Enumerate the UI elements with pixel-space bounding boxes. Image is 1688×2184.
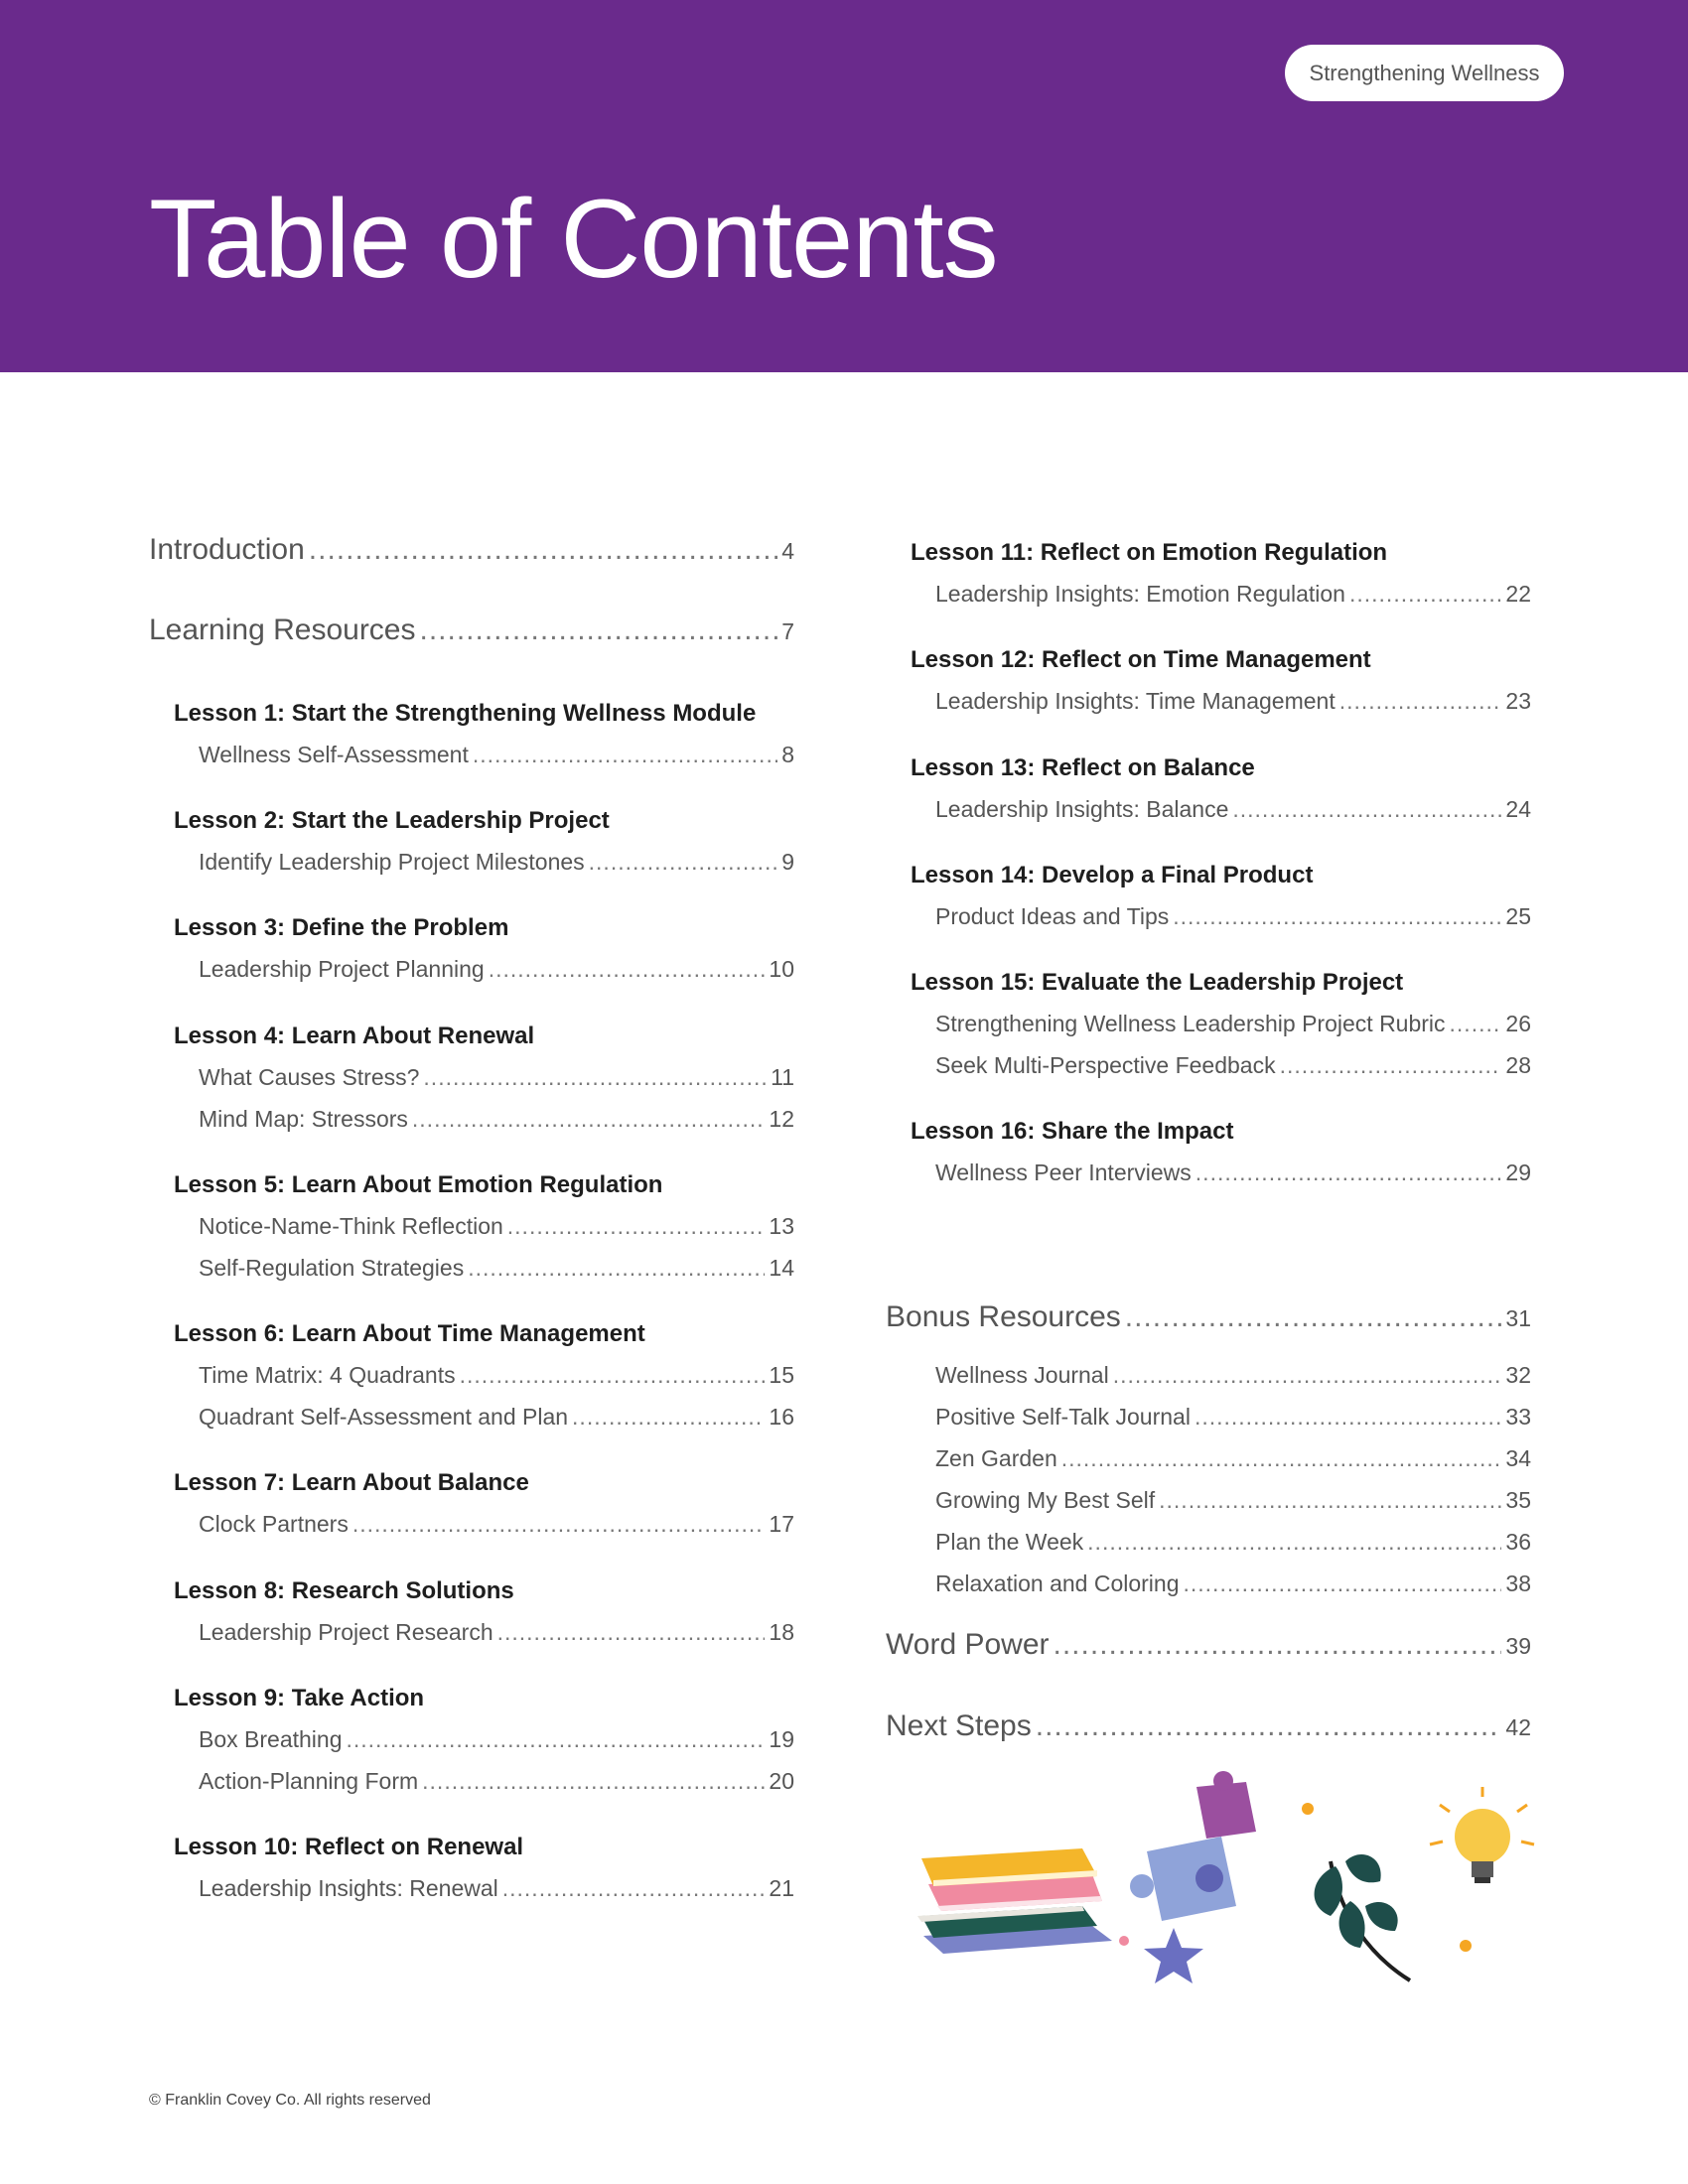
dot-leader [1054, 1628, 1502, 1662]
dot-leader [420, 614, 778, 647]
dot-leader [1339, 688, 1502, 715]
lesson-heading[interactable]: Lesson 7: Learn About Balance [174, 1469, 529, 1496]
lesson-heading[interactable]: Lesson 11: Reflect on Emotion Regulation [911, 539, 1388, 566]
dot-leader [1232, 796, 1501, 823]
toc-label: Introduction [149, 533, 305, 566]
toc-page-number: 24 [1505, 796, 1531, 822]
toc-entry[interactable] [935, 1404, 1531, 1431]
toc-label: Next Steps [886, 1709, 1032, 1742]
toc-entry[interactable] [935, 903, 1531, 930]
lesson-heading[interactable]: Lesson 12: Reflect on Time Management [911, 646, 1371, 673]
dot-leader [1184, 1570, 1502, 1597]
toc-label: Clock Partners [199, 1511, 349, 1537]
toc-page-number: 20 [769, 1768, 794, 1794]
puzzle-piece-icon [1130, 1771, 1256, 1921]
toc-entry[interactable] [199, 1511, 794, 1538]
dot-leader [423, 1064, 767, 1091]
toc-label: Identify Leadership Project Milestones [199, 849, 585, 875]
dot-leader [1125, 1300, 1502, 1334]
dot-leader [589, 849, 778, 876]
toc-page-number: 34 [1505, 1445, 1531, 1471]
toc-page-number: 18 [769, 1619, 794, 1645]
toc-entry[interactable] [199, 956, 794, 983]
dot-leader [412, 1106, 766, 1133]
toc-label: Mind Map: Stressors [199, 1106, 408, 1132]
toc-label: Leadership Insights: Balance [935, 796, 1229, 822]
lesson-heading[interactable]: Lesson 2: Start the Leadership Project [174, 807, 610, 834]
toc-label: Leadership Insights: Emotion Regulation [935, 581, 1345, 607]
toc-label: Leadership Insights: Time Management [935, 688, 1336, 714]
toc-label: Seek Multi-Perspective Feedback [935, 1052, 1276, 1078]
dot-leader [1159, 1487, 1501, 1514]
dot-leader [507, 1213, 766, 1240]
module-badge: Strengthening Wellness [1285, 45, 1564, 101]
toc-label: Quadrant Self-Assessment and Plan [199, 1404, 569, 1430]
toc-label: Growing My Best Self [935, 1487, 1156, 1513]
dot-leader [1087, 1529, 1501, 1556]
lesson-heading[interactable]: Lesson 8: Research Solutions [174, 1577, 514, 1604]
toc-label: Wellness Journal [935, 1362, 1109, 1388]
dot-leader [1450, 1011, 1502, 1037]
toc-entry[interactable] [935, 1529, 1531, 1556]
toc-page-number: 4 [781, 538, 794, 564]
toc-label: Wellness Peer Interviews [935, 1160, 1192, 1185]
book-stack-icon [917, 1848, 1112, 1954]
dot-leader [346, 1726, 765, 1753]
lesson-heading[interactable]: Lesson 9: Take Action [174, 1685, 425, 1711]
toc-page-number: 7 [781, 618, 794, 644]
toc-page-number: 33 [1505, 1404, 1531, 1430]
toc-entry[interactable] [199, 1362, 794, 1389]
toc-page-number: 38 [1505, 1570, 1531, 1596]
toc-entry[interactable] [199, 1255, 794, 1282]
toc-page-number: 25 [1505, 903, 1531, 929]
toc-page-number: 36 [1505, 1529, 1531, 1555]
toc-page-number: 22 [1505, 581, 1531, 607]
toc-entry[interactable] [199, 1404, 794, 1431]
toc-label: Zen Garden [935, 1445, 1057, 1471]
lesson-heading[interactable]: Lesson 13: Reflect on Balance [911, 754, 1255, 781]
toc-entry[interactable] [199, 1213, 794, 1240]
page-title: Table of Contents [149, 177, 998, 301]
toc-page-number: 29 [1505, 1160, 1531, 1185]
toc-page-number: 8 [781, 742, 794, 767]
toc-label: Bonus Resources [886, 1300, 1121, 1333]
toc-label: Product Ideas and Tips [935, 903, 1170, 929]
toc-label: What Causes Stress? [199, 1064, 420, 1090]
leaf-icon [1315, 1854, 1410, 1980]
star-icon [1144, 1928, 1203, 1983]
toc-entry[interactable] [199, 1726, 794, 1753]
toc-entry[interactable] [935, 1011, 1531, 1037]
toc-page-number: 14 [769, 1255, 794, 1281]
dot-leader [309, 533, 777, 567]
toc-label: Relaxation and Coloring [935, 1570, 1180, 1596]
lesson-heading[interactable]: Lesson 5: Learn About Emotion Regulation [174, 1171, 663, 1198]
toc-entry[interactable] [199, 1875, 794, 1902]
toc-entry[interactable] [935, 1570, 1531, 1597]
toc-entry[interactable] [199, 742, 794, 768]
toc-page-number: 11 [771, 1064, 794, 1090]
toc-entry[interactable] [935, 1160, 1531, 1186]
toc-learning-resources[interactable] [149, 614, 794, 647]
toc-entry[interactable] [935, 581, 1531, 608]
toc-word-power[interactable] [886, 1628, 1531, 1662]
toc-entry[interactable] [935, 1487, 1531, 1514]
dot-leader [1196, 1160, 1502, 1186]
dot-leader [1061, 1445, 1502, 1472]
toc-page-number: 42 [1505, 1714, 1531, 1740]
dot-icon [1460, 1940, 1472, 1952]
dot-leader [1195, 1404, 1501, 1431]
toc-page-number: 13 [769, 1213, 794, 1239]
toc-label: Action-Planning Form [199, 1768, 419, 1794]
toc-page-number: 16 [769, 1404, 794, 1430]
dot-leader [468, 1255, 765, 1282]
toc-label: Leadership Project Planning [199, 956, 485, 982]
toc-page-number: 9 [781, 849, 794, 875]
toc-label: Wellness Self-Assessment [199, 742, 469, 767]
toc-label: Self-Regulation Strategies [199, 1255, 465, 1281]
header-banner [0, 0, 1688, 372]
toc-entry[interactable] [199, 1768, 794, 1795]
toc-page-number: 26 [1505, 1011, 1531, 1036]
toc-entry[interactable] [199, 1106, 794, 1133]
toc-page-number: 39 [1505, 1633, 1531, 1659]
dot-leader [422, 1768, 765, 1795]
lesson-heading[interactable]: Lesson 1: Start the Strengthening Wellness Module [174, 700, 757, 727]
dot-leader [1036, 1709, 1502, 1743]
lesson-heading[interactable]: Lesson 16: Share the Impact [911, 1118, 1234, 1145]
dot-leader [1173, 903, 1501, 930]
toc-entry[interactable] [199, 1619, 794, 1646]
dot-leader [473, 742, 777, 768]
toc-page-number: 28 [1505, 1052, 1531, 1078]
lesson-heading[interactable]: Lesson 3: Define the Problem [174, 914, 509, 941]
copyright-footer: © Franklin Covey Co. All rights reserved [149, 2092, 431, 2109]
toc-page-number: 23 [1505, 688, 1531, 714]
toc-page-number: 35 [1505, 1487, 1531, 1513]
dot-leader [502, 1875, 766, 1902]
dot-icon [1119, 1936, 1129, 1946]
dot-leader [489, 956, 766, 983]
lesson-heading[interactable]: Lesson 15: Evaluate the Leadership Project [911, 969, 1404, 996]
toc-page-number: 17 [769, 1511, 794, 1537]
toc-label: Word Power [886, 1628, 1050, 1661]
toc-label: Plan the Week [935, 1529, 1084, 1555]
toc-entry[interactable] [935, 1445, 1531, 1472]
lesson-heading[interactable]: Lesson 10: Reflect on Renewal [174, 1834, 524, 1860]
toc-page-number: 21 [769, 1875, 794, 1901]
toc-page-number: 19 [769, 1726, 794, 1752]
lesson-heading[interactable]: Lesson 4: Learn About Renewal [174, 1023, 535, 1049]
decorative-illustration [894, 1767, 1569, 2005]
toc-entry[interactable] [935, 796, 1531, 823]
toc-entry[interactable] [935, 1362, 1531, 1389]
dot-leader [1113, 1362, 1502, 1389]
toc-page-number: 12 [769, 1106, 794, 1132]
toc-introduction[interactable] [149, 533, 794, 567]
toc-page-number: 15 [769, 1362, 794, 1388]
dot-leader [1349, 581, 1501, 608]
dot-leader [572, 1404, 765, 1431]
toc-page-number: 31 [1505, 1305, 1531, 1331]
dot-leader [497, 1619, 766, 1646]
lightbulb-icon [1430, 1787, 1534, 1883]
toc-label: Notice-Name-Think Reflection [199, 1213, 503, 1239]
toc-bonus-resources[interactable] [886, 1300, 1531, 1334]
toc-label: Positive Self-Talk Journal [935, 1404, 1191, 1430]
dot-icon [1302, 1803, 1314, 1815]
toc-label: Box Breathing [199, 1726, 343, 1752]
toc-label: Time Matrix: 4 Quadrants [199, 1362, 456, 1388]
toc-page-number: 10 [769, 956, 794, 982]
toc-label: Leadership Project Research [199, 1619, 493, 1645]
dot-leader [352, 1511, 766, 1538]
toc-label: Leadership Insights: Renewal [199, 1875, 498, 1901]
toc-label: Strengthening Wellness Leadership Project Rubric [935, 1011, 1446, 1036]
toc-entry[interactable] [199, 849, 794, 876]
toc-next-steps[interactable] [886, 1709, 1531, 1743]
dot-leader [1280, 1052, 1502, 1079]
toc-entry[interactable] [935, 1052, 1531, 1079]
toc-entry[interactable] [199, 1064, 794, 1091]
toc-label: Learning Resources [149, 614, 416, 646]
lesson-heading[interactable]: Lesson 6: Learn About Time Management [174, 1320, 645, 1347]
lesson-heading[interactable]: Lesson 14: Develop a Final Product [911, 862, 1314, 888]
dot-leader [460, 1362, 766, 1389]
toc-page-number: 32 [1505, 1362, 1531, 1388]
toc-entry[interactable] [935, 688, 1531, 715]
